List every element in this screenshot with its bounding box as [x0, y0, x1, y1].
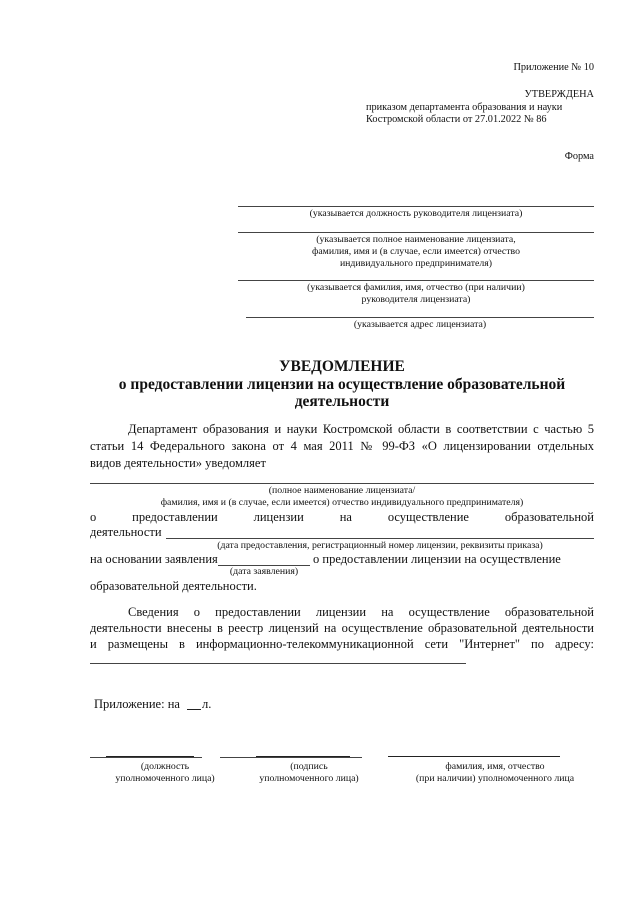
licensee-name-caption-1: (указывается полное наименование лицензиата, [316, 234, 516, 245]
application-date-caption: (дата заявления) [229, 566, 299, 577]
p2-word: предоставлении [132, 510, 218, 524]
order-line-1: приказом департамента образования и науки [366, 102, 563, 113]
licensee-name-caption-3: индивидуального предпринимателя) [339, 258, 493, 269]
appendix-number: Приложение № 10 [513, 62, 594, 73]
p2-word: на [339, 510, 352, 524]
attachment-pages-line [187, 709, 201, 710]
attachment-suffix: л. [202, 697, 212, 711]
signature-sign-line-bold [256, 756, 350, 757]
url-line [90, 663, 466, 664]
document-subtitle-2: деятельности [294, 393, 390, 410]
position-line [238, 206, 594, 207]
signature-sign-caption-2: уполномоченного лица) [259, 773, 359, 784]
signature-position-line [90, 757, 202, 758]
p2-word: о [90, 510, 97, 524]
paragraph-3-line-3: и размещены в информационно-телекоммуникационной сети "Интернет" по адресу: [90, 637, 594, 651]
document-subtitle-1: о предоставлении лицензии на осуществление образовательной [118, 376, 566, 393]
signature-position-caption-1: (должность [140, 761, 190, 772]
address-caption: (указывается адрес лицензиата) [353, 319, 487, 330]
signature-position-line-bold [106, 756, 194, 757]
paragraph-1-line-1: Департамент образования и науки Костромской области в соответствии с частью 5 [128, 422, 594, 436]
paragraph-1-line-2: статьи 14 Федерального закона от 4 мая 2011 № 99-ФЗ «О лицензировании отдельных [90, 439, 594, 453]
head-name-line [238, 280, 594, 281]
head-name-caption-2: руководителя лицензиата) [361, 294, 471, 305]
signature-name-caption-2: (при наличии) уполномоченного лица [415, 773, 575, 784]
p2-word: образовательной [504, 510, 594, 524]
paragraph-3-line-2: деятельности внесены в реестр лицензий на осуществление образовательной деятельности [90, 621, 594, 635]
signature-name-caption-1: фамилия, имя, отчество [445, 761, 545, 772]
signature-name-line [388, 756, 560, 757]
basis-suffix: о предоставлении лицензии на осуществление [313, 552, 561, 566]
licensee-caption-2: фамилия, имя и (в случае, если имеется) отчество индивидуального предпринимателя) [160, 497, 524, 508]
position-caption: (указывается должность руководителя лицензиата) [309, 208, 523, 219]
license-details-line [166, 538, 594, 539]
signature-sign-line [220, 757, 362, 758]
licensee-caption-1: (полное наименование лицензиата/ [268, 485, 416, 496]
order-line-2: Костромской области от 27.01.2022 № 86 [366, 114, 547, 125]
p2-word: лицензии [253, 510, 304, 524]
approved-label: УТВЕРЖДЕНА [524, 89, 594, 100]
licensee-name-caption-2: фамилия, имя и (в случае, если имеется) отчество [311, 246, 521, 257]
document-title: УВЕДОМЛЕНИЕ [279, 358, 405, 375]
paragraph-2-line-1 [90, 510, 594, 525]
signature-sign-caption-1: (подпись [290, 761, 328, 772]
license-details-caption: (дата предоставления, регистрационный номер лицензии, реквизиты приказа) [217, 540, 543, 551]
paragraph-3-line-1: Сведения о предоставлении лицензии на осуществление образовательной [128, 605, 594, 619]
signature-position-caption-2: уполномоченного лица) [115, 773, 215, 784]
p2-word: осуществление [387, 510, 469, 524]
attachment-prefix: Приложение: на [94, 697, 180, 711]
basis-prefix: на основании заявления [90, 552, 218, 566]
paragraph-1-line-3: видов деятельности» уведомляет [90, 456, 266, 470]
address-line [246, 317, 594, 318]
licensee-name-line [238, 232, 594, 233]
licensee-line [90, 483, 594, 484]
basis-line-2: образовательной деятельности. [90, 579, 257, 593]
form-label: Форма [564, 151, 594, 162]
head-name-caption-1: (указывается фамилия, имя, отчество (при наличии) [307, 282, 525, 293]
paragraph-2-line-2: деятельности [90, 525, 162, 539]
